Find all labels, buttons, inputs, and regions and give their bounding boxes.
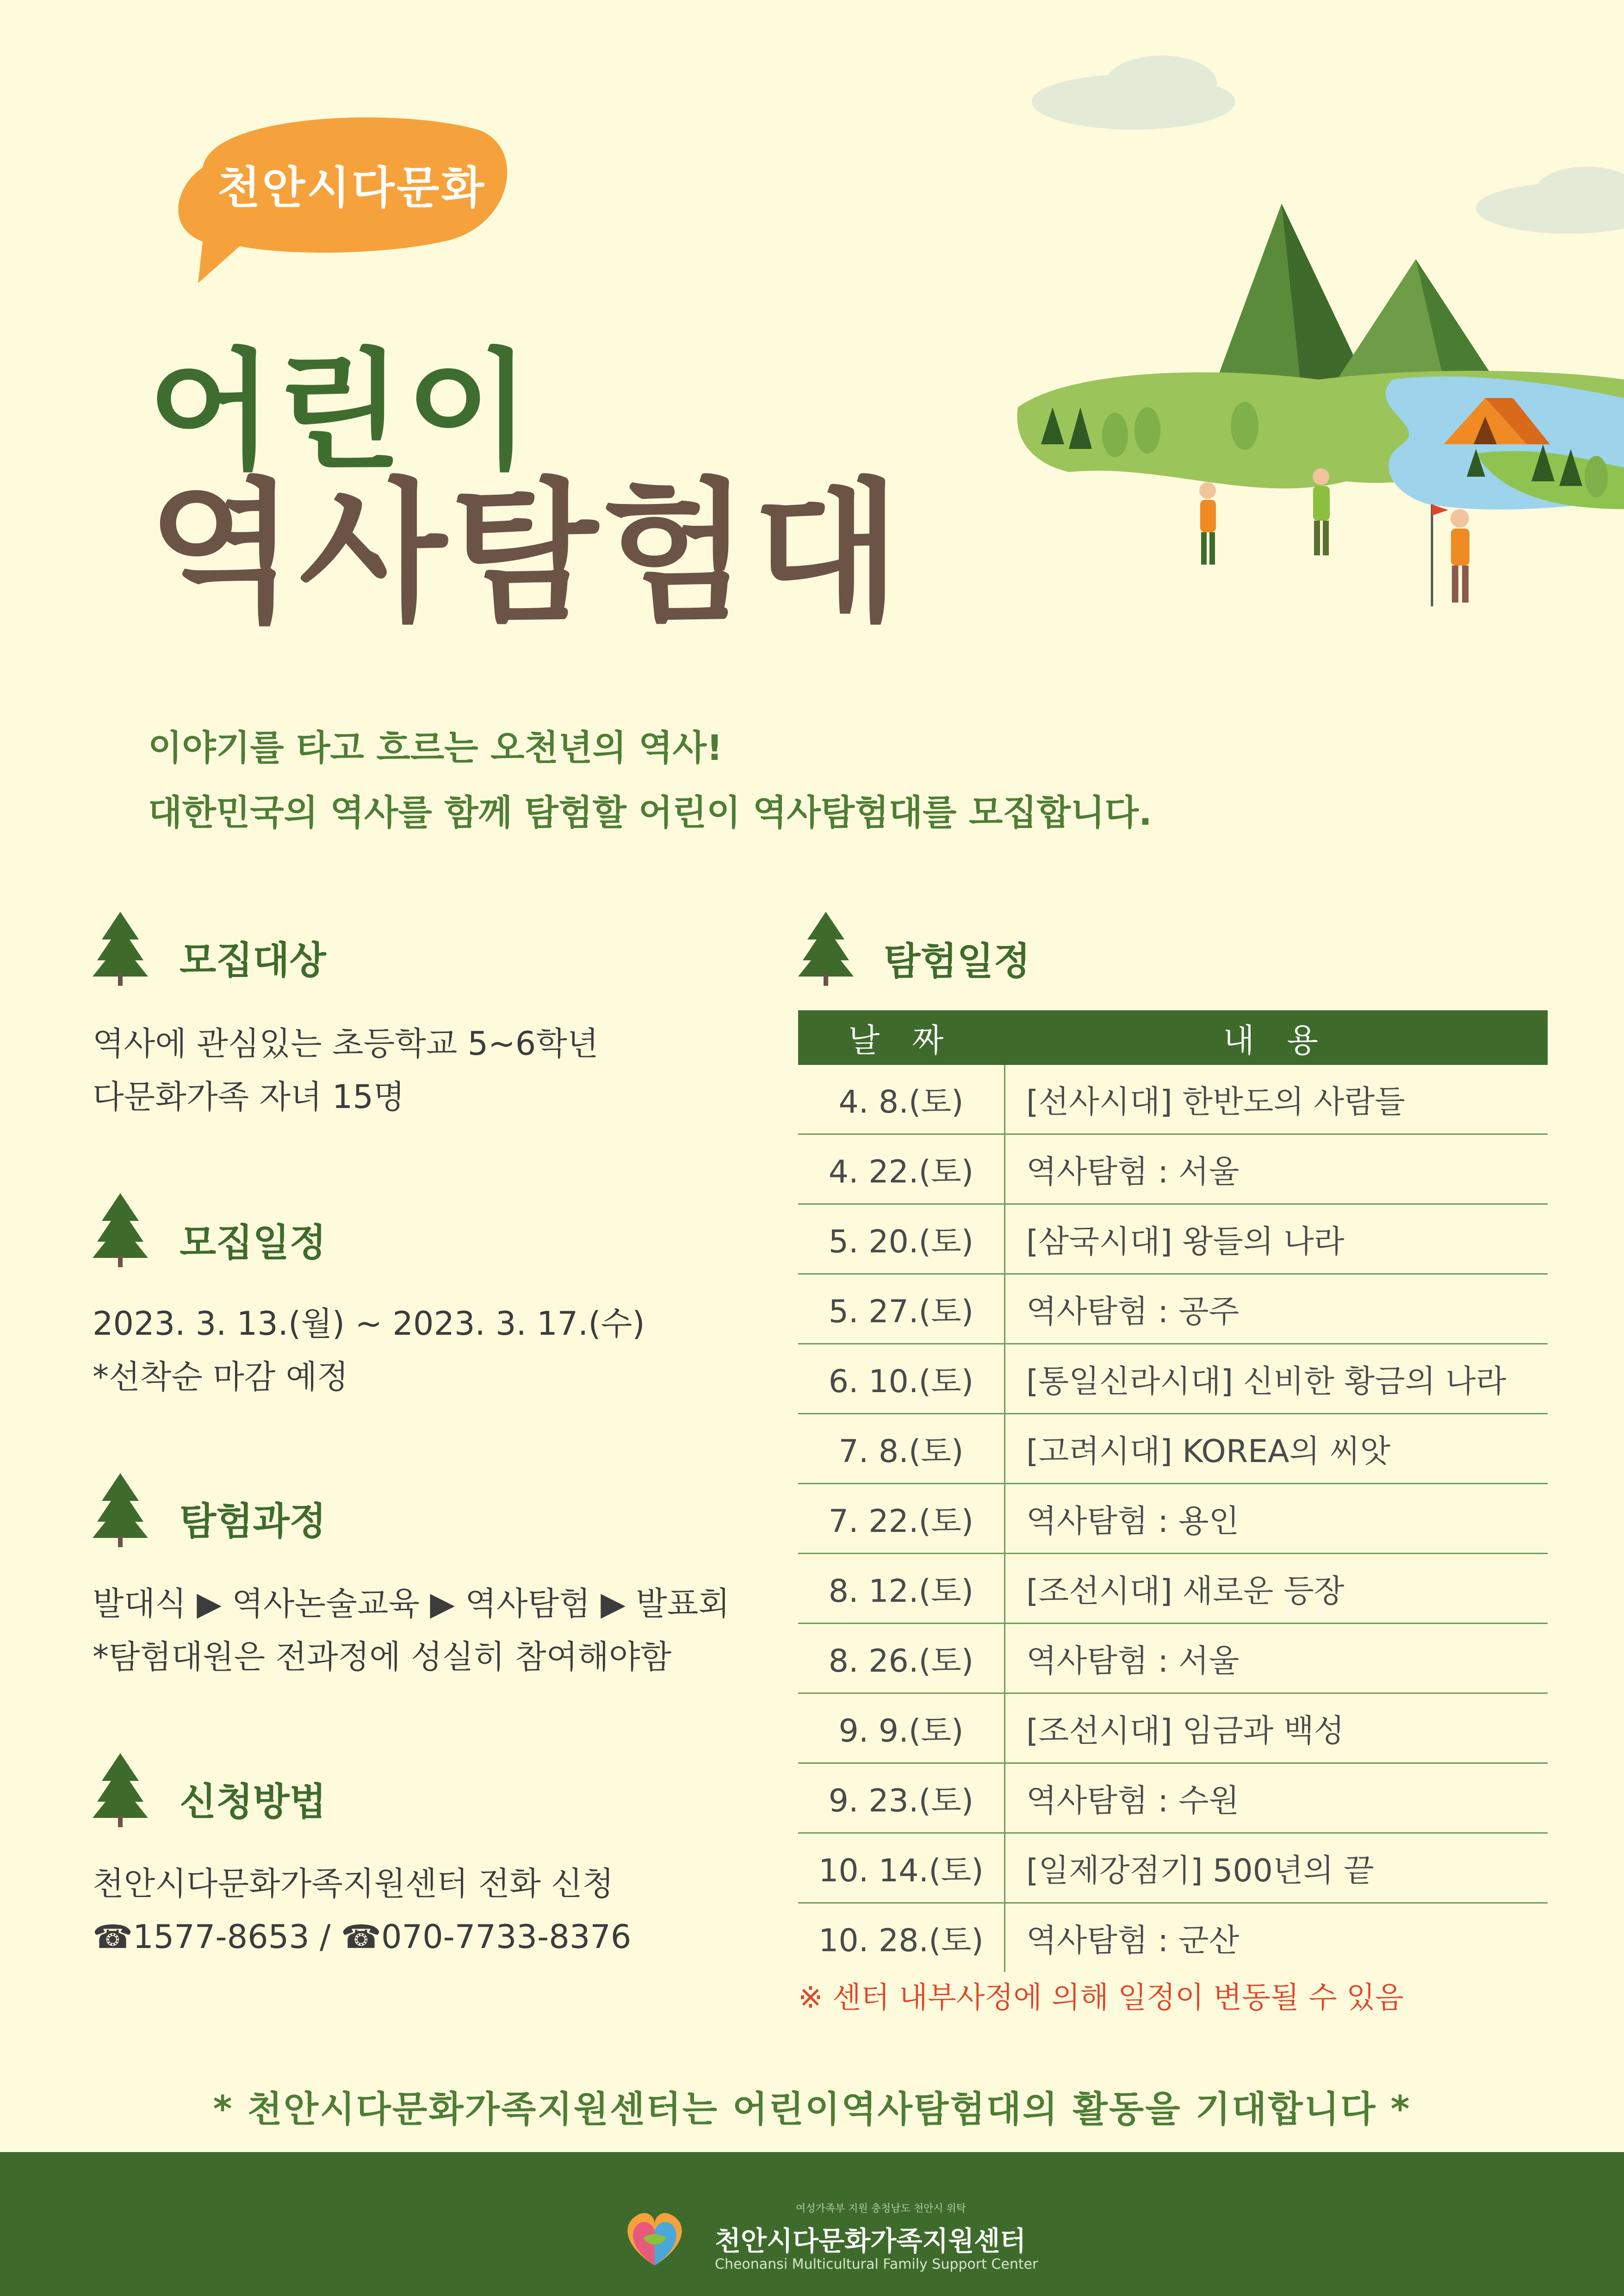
table-row bbox=[798, 1693, 1548, 1763]
row-content: [조선시대] 임금과 백성 bbox=[1005, 1693, 1548, 1763]
table-row bbox=[798, 1903, 1548, 1972]
header-content: 내 용 bbox=[1005, 1010, 1548, 1065]
row-content: 역사탐험 : 군산 bbox=[1026, 1922, 1240, 1959]
row-date: 7. 22.(토) bbox=[798, 1484, 1005, 1554]
intro-line-1: 이야기를 타고 흐르는 오천년의 역사! bbox=[148, 727, 723, 768]
process-step: 발대식 bbox=[93, 1585, 186, 1623]
table-row bbox=[798, 1833, 1548, 1903]
row-date: 8. 26.(토) bbox=[798, 1624, 1005, 1693]
row-date: 10. 14.(토) bbox=[798, 1833, 1005, 1903]
schedule-note: ※ 센터 내부사정에 의해 일정이 변동될 수 있음 bbox=[798, 1981, 1404, 2015]
tree-icon bbox=[93, 1473, 148, 1547]
badge-text: 천안시다문화 bbox=[217, 162, 486, 214]
section-title-target: 모집대상 bbox=[180, 939, 326, 983]
process-steps bbox=[93, 1585, 730, 1623]
table-row bbox=[798, 1134, 1548, 1204]
row-content: [일제강점기] 500년의 끝 bbox=[1005, 1833, 1548, 1903]
header-date: 날 짜 bbox=[798, 1010, 1005, 1065]
intro-line-2: 대한민국의 역사를 함께 탐험할 어린이 역사탐험대를 모집합니다. bbox=[148, 792, 1152, 833]
row-content: 역사탐험 : 서울 bbox=[1005, 1134, 1548, 1204]
footer-org-name-en: Cheonansi Multicultural Family Support Center bbox=[715, 2256, 1038, 2272]
row-date: 9. 9.(토) bbox=[798, 1693, 1005, 1763]
table-row bbox=[798, 1763, 1548, 1833]
section-title-apply: 신청방법 bbox=[180, 1780, 326, 1824]
schedule-table bbox=[798, 1010, 1548, 1972]
row-content: [통일신라시대] 신비한 황금의 나라 bbox=[1005, 1344, 1548, 1414]
tree-icon bbox=[93, 912, 148, 986]
arrow-icon: ▶ bbox=[601, 1585, 626, 1623]
row-content: 역사탐험 : 용인 bbox=[1005, 1484, 1548, 1554]
row-content: 역사탐험 : 수원 bbox=[1005, 1763, 1548, 1833]
table-row bbox=[798, 1204, 1548, 1274]
footer-small-text: 여성가족부 지원 충청남도 천안시 위탁 bbox=[796, 2203, 967, 2215]
tree-icon bbox=[93, 1753, 148, 1827]
section-title-period: 모집일정 bbox=[180, 1221, 326, 1265]
process-step: 역사논술교육 bbox=[232, 1585, 420, 1623]
apply-line-1: 천안시다문화가족지원센터 전화 신청 bbox=[93, 1865, 614, 1903]
row-content: [고려시대] KOREA의 씨앗 bbox=[1005, 1414, 1548, 1484]
table-row bbox=[798, 1554, 1548, 1624]
tree-icon bbox=[93, 1193, 148, 1267]
table-row bbox=[798, 1344, 1548, 1414]
title-line-2: 역사탐험대 bbox=[148, 464, 904, 642]
table-row bbox=[798, 1624, 1548, 1693]
mountain-camping-illustration bbox=[1013, 46, 1624, 625]
section-title-process: 탐험과정 bbox=[180, 1500, 326, 1543]
row-content: [선사시대] 한반도의 사람들 bbox=[1005, 1065, 1548, 1134]
row-content: [삼국시대] 왕들의 나라 bbox=[1005, 1204, 1548, 1274]
closing-message: * 천안시다문화가족지원센터는 어린이역사탐험대의 활동을 기대합니다 * bbox=[213, 2089, 1411, 2130]
process-step: 역사탐험 bbox=[465, 1585, 590, 1623]
arrow-icon: ▶ bbox=[430, 1585, 455, 1623]
row-content: [조선시대] 새로운 등장 bbox=[1005, 1554, 1548, 1624]
period-line-1: 2023. 3. 13.(월) ~ 2023. 3. 17.(수) bbox=[93, 1305, 645, 1343]
footer-org-name: 천안시다문화가족지원센터 bbox=[715, 2225, 1026, 2257]
table-row bbox=[798, 1274, 1548, 1344]
row-date: 8. 12.(토) bbox=[798, 1554, 1005, 1624]
title-line-1: 어린이 bbox=[148, 336, 535, 487]
tree-icon bbox=[798, 912, 854, 986]
row-date: 5. 27.(토) bbox=[798, 1274, 1005, 1344]
target-line-1: 역사에 관심있는 초등학교 5~6학년 bbox=[93, 1025, 599, 1063]
table-header-row bbox=[798, 1010, 1548, 1065]
table-row bbox=[798, 1484, 1548, 1554]
period-line-2: *선착순 마감 예정 bbox=[93, 1358, 348, 1396]
center-logo-icon bbox=[615, 2196, 694, 2275]
row-date: 4. 22.(토) bbox=[798, 1134, 1005, 1204]
process-line-2: *탐험대원은 전과정에 성실히 참여해야함 bbox=[93, 1638, 672, 1676]
arrow-icon: ▶ bbox=[197, 1585, 222, 1623]
process-step: 발표회 bbox=[636, 1585, 730, 1623]
row-date: 4. 8.(토) bbox=[798, 1065, 1005, 1134]
row-date: 10. 28.(토) bbox=[798, 1903, 1005, 1972]
table-row bbox=[798, 1065, 1548, 1134]
table-row bbox=[798, 1414, 1548, 1484]
row-content: 역사탐험 : 서울 bbox=[1005, 1624, 1548, 1693]
row-date: 7. 8.(토) bbox=[798, 1414, 1005, 1484]
apply-phone: ☎1577-8653 / ☎070-7733-8376 bbox=[93, 1918, 632, 1956]
row-date: 9. 23.(토) bbox=[798, 1763, 1005, 1833]
row-content: 역사탐험 : 공주 bbox=[1005, 1274, 1548, 1344]
section-title-schedule: 탐험일정 bbox=[884, 940, 1030, 983]
target-line-2: 다문화가족 자녀 15명 bbox=[93, 1078, 405, 1116]
row-date: 5. 20.(토) bbox=[798, 1204, 1005, 1274]
row-date: 6. 10.(토) bbox=[798, 1344, 1005, 1414]
